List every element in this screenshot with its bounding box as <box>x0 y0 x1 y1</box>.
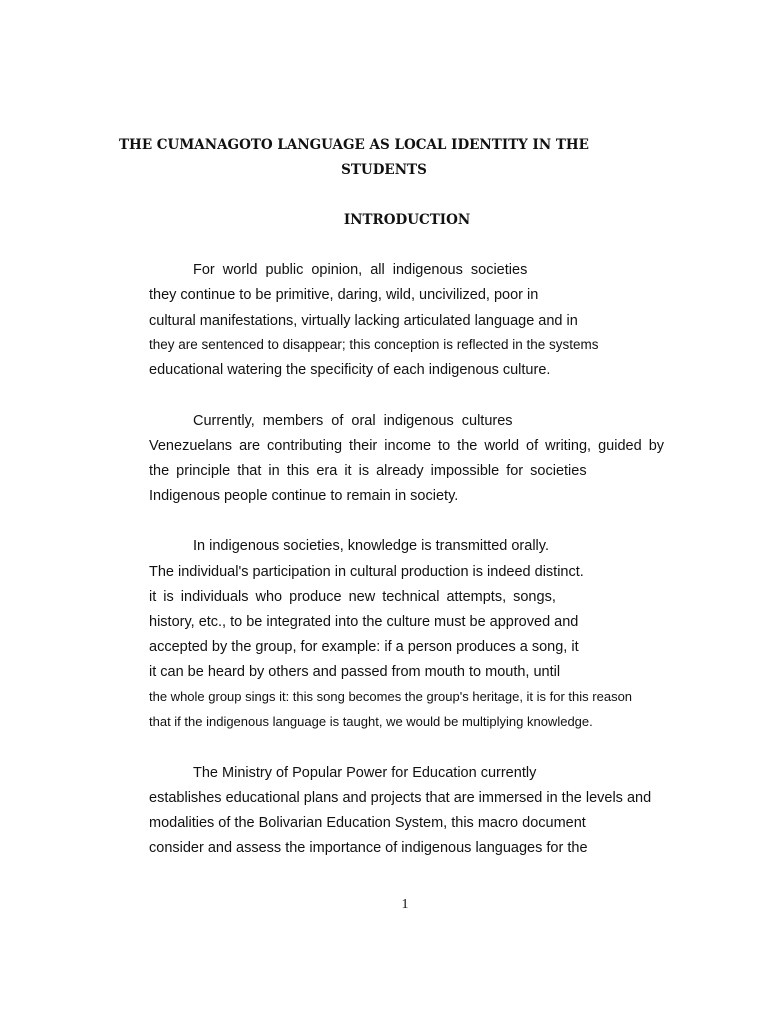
paragraph-line: the whole group sings it: this song becomes the group's heritage, it is for this reason <box>149 689 633 704</box>
paragraph-line: The individual's participation in cultural production is indeed distinct. <box>149 564 584 580</box>
paragraph-line: accepted by the group, for example: if a person produces a song, it <box>149 639 579 655</box>
page-number: 1 <box>401 897 409 912</box>
paragraph-line: cultural manifestations, virtually lacking articulated language and in <box>149 313 578 329</box>
paragraph-line: In indigenous societies, knowledge is transmitted orally. <box>193 538 549 554</box>
paragraph-line: it can be heard by others and passed from mouth to mouth, until <box>149 664 561 680</box>
document-title-line-1: THE CUMANAGOTO LANGUAGE AS LOCAL IDENTITY IN THE <box>119 137 589 153</box>
paragraph-line: establishes educational plans and projects that are immersed in the levels and <box>149 790 652 806</box>
document-title-line-2: STUDENTS <box>341 162 427 178</box>
paragraph-line: they continue to be primitive, daring, wild, uncivilized, poor in <box>149 287 539 303</box>
paragraph-line: Venezuelans are contributing their income to the world of writing, guided by <box>149 438 665 454</box>
paragraph-line: Currently, members of oral indigenous cultures <box>193 413 513 429</box>
paragraph-line: educational watering the specificity of each indigenous culture. <box>149 362 551 378</box>
section-heading-introduction: INTRODUCTION <box>343 212 471 228</box>
paragraph-line: Indigenous people continue to remain in society. <box>149 488 459 504</box>
paragraph-line: For world public opinion, all indigenous societies <box>193 262 528 278</box>
paragraph-line: history, etc., to be integrated into the culture must be approved and <box>149 614 579 630</box>
paragraph-line: that if the indigenous language is taught, we would be multiplying knowledge. <box>149 714 593 729</box>
paragraph-line: they are sentenced to disappear; this conception is reflected in the systems <box>149 337 599 352</box>
paragraph-line: it is individuals who produce new technical attempts, songs, <box>149 589 556 605</box>
paragraph-line: consider and assess the importance of indigenous languages for the <box>149 840 588 856</box>
paragraph-line: modalities of the Bolivarian Education System, this macro document <box>149 815 586 831</box>
paragraph-line: the principle that in this era it is already impossible for societies <box>149 463 587 479</box>
paragraph-line: The Ministry of Popular Power for Education currently <box>193 765 537 781</box>
